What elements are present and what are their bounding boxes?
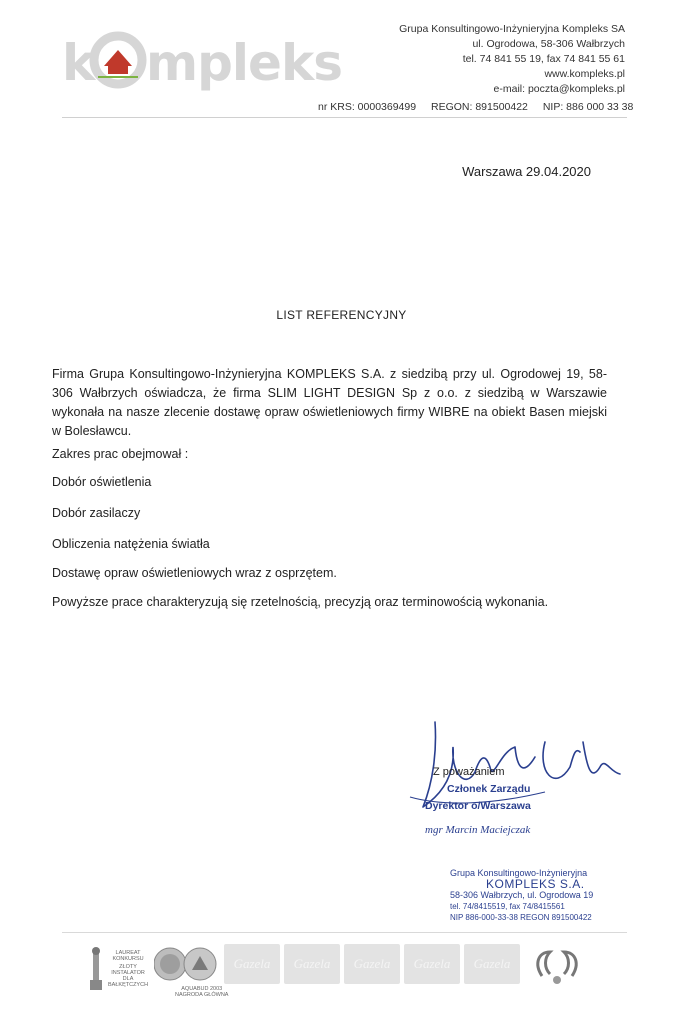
company-website: www.kompleks.pl (544, 68, 625, 80)
stamp-line: 58-306 Wałbrzych, ul. Ogrodowa 19 (450, 890, 594, 900)
gazela-badge: Gazela (344, 944, 400, 984)
laureat-badge (108, 950, 148, 988)
company-stamp (450, 868, 593, 923)
company-address: ul. Ogrodowa, 58-306 Wałbrzych (472, 38, 625, 50)
kompleks-logo (62, 22, 362, 97)
footer-divider (62, 932, 627, 933)
intro-paragraph: Firma Grupa Konsultingowo-Inżynieryjna KOMPLEKS S.A. z siedzibą przy ul. Ogrodowej 19, 58-306 Wałbrzych oświadcza, że firma SLIM LIGHT DESIGN Sp z o.o. z siedzibą w Warszawie wykonała na nasze zlecenie dostawę opraw oświetleniowych firmy WIBRE na obiekt Basen miejski w Bolesławcu. (52, 367, 607, 438)
nip-number: NIP: 886 000 33 38 (542, 101, 634, 113)
scope-heading: Zakres prac obejmował : (52, 447, 189, 461)
aquabud-badge (175, 986, 228, 998)
company-phone: tel. 74 841 55 19, fax 74 841 55 61 (462, 53, 625, 65)
stamp-line: tel. 74/8415519, fax 74/8415561 (450, 902, 565, 911)
badge-text: BAŁKĘTCZYCH (108, 982, 149, 988)
logo-letter-k: k (62, 34, 95, 92)
scope-item: Dobór zasilaczy (52, 506, 141, 520)
scope-item: Obliczenia natężenia światła (52, 537, 210, 551)
badge-text: DLA (122, 976, 134, 982)
badge-text: ZŁOTY (119, 964, 137, 970)
krs-number: nr KRS: 0000369499 (318, 101, 417, 113)
signatory-position: Dyrektor o/Warszawa (425, 800, 531, 812)
trophy-icon (88, 946, 104, 994)
letter-date: Warszawa 29.04.2020 (462, 164, 591, 179)
signatory-name: mgr Marcin Maciejczak (425, 824, 531, 836)
gazela-badge: Gazela (224, 944, 280, 984)
gazela-badge: Gazela (404, 944, 460, 984)
badge-text: INSTALATOR (111, 970, 145, 976)
regards-text: Z poważaniem (433, 766, 505, 778)
closing-statement: Powyższe prace charakteryzują się rzetelnością, precyzją oraz terminowością wykonania. (52, 595, 549, 609)
signature-block (425, 765, 531, 837)
logo-house-emblem (94, 36, 142, 84)
badge-text: KONKURSU (112, 956, 144, 962)
aquabud-medal-icon (154, 944, 220, 984)
signatory-role: Członek Zarządu (447, 783, 531, 795)
logo-text: mpleks (146, 34, 342, 92)
horns-emblem-icon (532, 946, 582, 990)
badge-text: NAGRODA GŁÓWNA (175, 992, 229, 998)
header-divider (62, 117, 627, 118)
gazela-badge: Gazela (284, 944, 340, 984)
letter-title: LIST REFERENCYJNY (276, 308, 407, 322)
stamp-company-name: KOMPLEKS S.A. (486, 877, 585, 891)
company-name: Grupa Konsultingowo-Inżynieryjna Kompleks SA (399, 23, 625, 35)
gazela-badge: Gazela (464, 944, 520, 984)
company-email: e-mail: poczta@kompleks.pl (493, 83, 625, 95)
badge-text: AQUABUD 2003 (181, 986, 223, 992)
stamp-line: NIP 886-000-33-38 REGON 891500422 (450, 913, 592, 922)
registration-line (318, 101, 633, 113)
badge-text: LAUREAT (115, 950, 141, 956)
company-info (399, 22, 625, 97)
scope-item: Dostawę opraw oświetleniowych wraz z osprzętem. (52, 566, 337, 580)
scope-item: Dobór oświetlenia (52, 475, 152, 489)
regon-number: REGON: 891500422 (431, 101, 528, 113)
stamp-line: Grupa Konsultingowo-Inżynieryjna (450, 868, 588, 878)
